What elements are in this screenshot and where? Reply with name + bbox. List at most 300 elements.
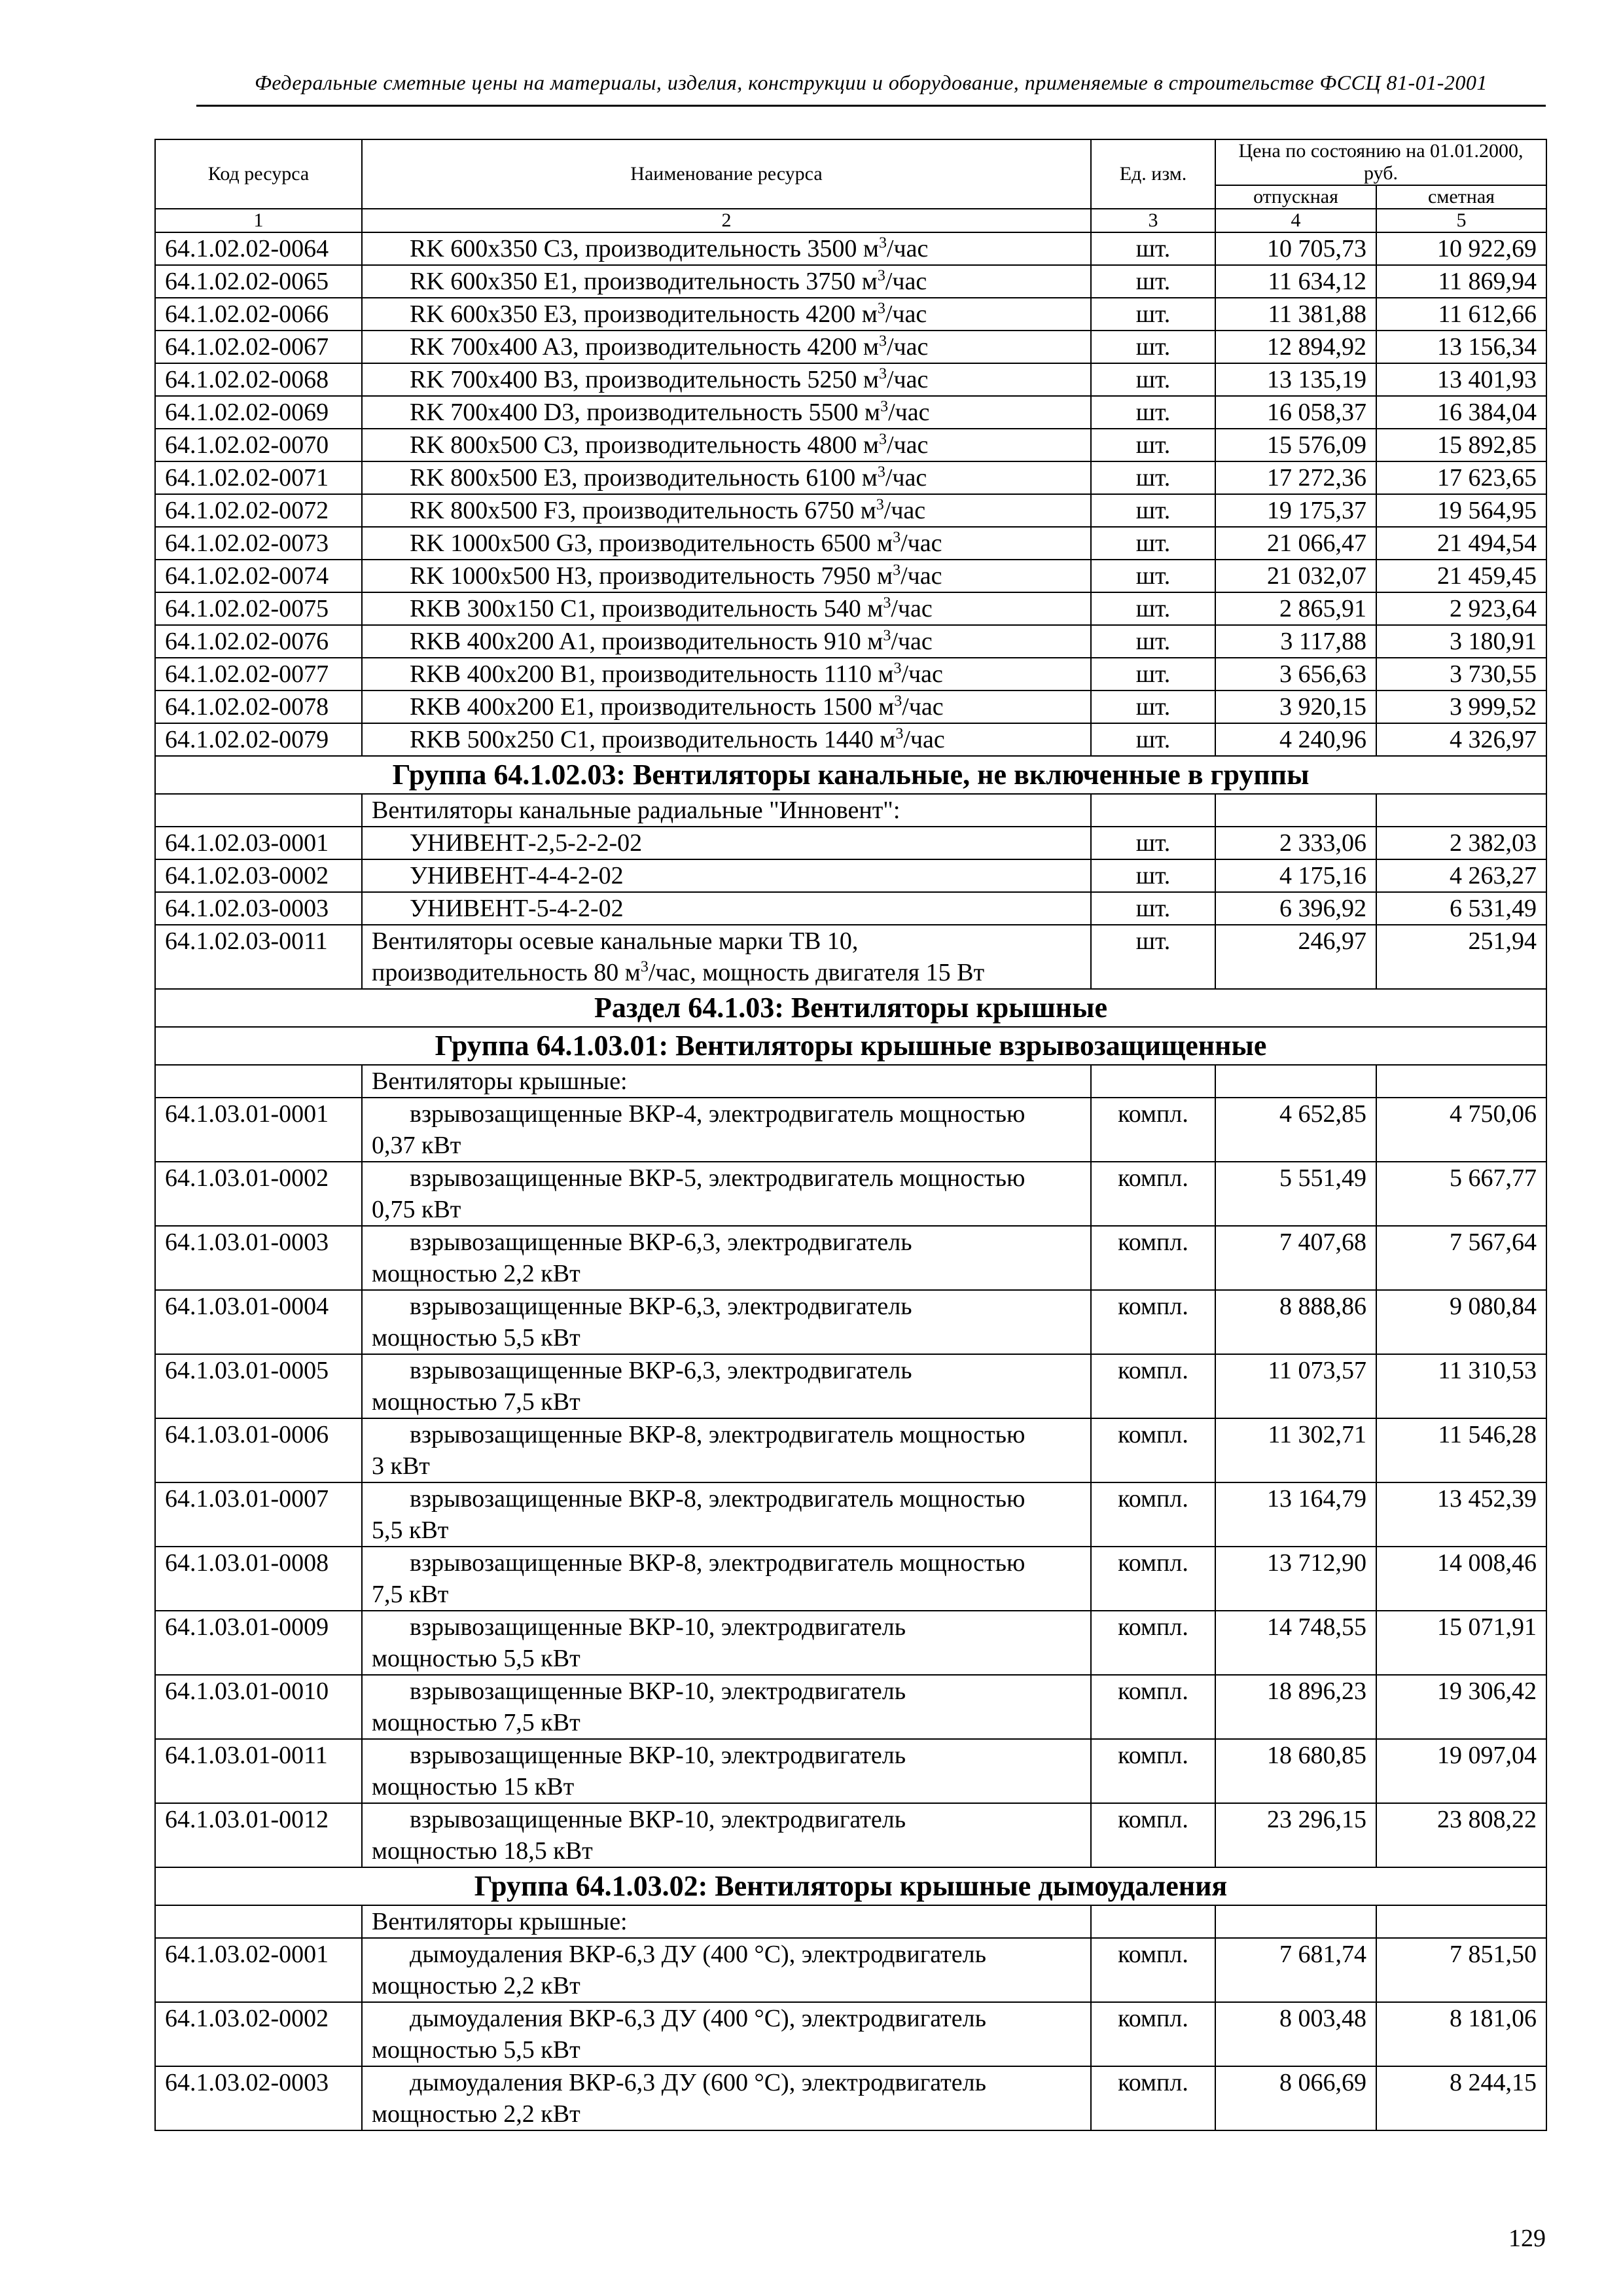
release-price: 3 920,15 <box>1215 691 1376 723</box>
resource-name-line1: дымоудаления ВКР-6,3 ДУ (600 °С), электродвигатель <box>410 2069 986 2096</box>
estimate-price: 15 071,91 <box>1376 1611 1546 1675</box>
table-row <box>155 494 1546 527</box>
resource-code: 64.1.03.02-0002 <box>155 2002 362 2066</box>
resource-name <box>362 658 1091 691</box>
table-row <box>155 1098 1546 1162</box>
resource-code: 64.1.03.01-0006 <box>155 1418 362 1482</box>
resource-name <box>362 298 1091 331</box>
estimate-price: 5 667,77 <box>1376 1162 1546 1226</box>
unit-cell: шт. <box>1091 298 1215 331</box>
cubic-superscript: 3 <box>878 431 887 448</box>
release-price: 2 865,91 <box>1215 592 1376 625</box>
resource-name <box>362 1675 1091 1739</box>
resource-name-line1: Вентиляторы осевые канальные марки ТВ 10, <box>372 927 859 955</box>
resource-name-unit: /час <box>901 529 942 557</box>
empty-code-cell <box>155 794 362 827</box>
table-row <box>155 723 1546 756</box>
group-64-1-02-03-title: Группа 64.1.02.03: Вентиляторы канальные, не включенные в группы <box>155 756 1546 794</box>
resource-code: 64.1.03.01-0010 <box>155 1675 362 1739</box>
release-price: 3 656,63 <box>1215 658 1376 691</box>
estimate-price: 13 156,34 <box>1376 331 1546 363</box>
resource-code: 64.1.02.02-0073 <box>155 527 362 560</box>
resource-name-line2: мощностью 2,2 кВт <box>372 1260 580 1287</box>
resource-name <box>362 429 1091 461</box>
resource-name <box>362 1547 1091 1611</box>
unit-cell: шт. <box>1091 396 1215 429</box>
release-price: 13 135,19 <box>1215 363 1376 396</box>
unit-cell: шт. <box>1091 691 1215 723</box>
estimate-price: 2 382,03 <box>1376 827 1546 859</box>
release-price: 4 240,96 <box>1215 723 1376 756</box>
release-price: 246,97 <box>1215 925 1376 989</box>
resource-code: 64.1.03.01-0012 <box>155 1803 362 1867</box>
resource-code: 64.1.03.01-0001 <box>155 1098 362 1162</box>
resource-name <box>362 363 1091 396</box>
section-64-1-03-title: Раздел 64.1.03: Вентиляторы крышные <box>155 989 1546 1027</box>
resource-name-line2: мощностью 15 кВт <box>372 1773 575 1801</box>
table-row <box>155 1938 1546 2002</box>
table-row <box>155 2066 1546 2130</box>
estimate-price: 10 922,69 <box>1376 232 1546 265</box>
header-code: Код ресурса <box>155 139 362 209</box>
resource-code: 64.1.03.01-0008 <box>155 1547 362 1611</box>
resource-name-unit: /час <box>901 660 943 688</box>
empty-code-cell <box>155 1065 362 1098</box>
unit-cell: компл. <box>1091 2066 1215 2130</box>
resource-name <box>362 331 1091 363</box>
estimate-price: 11 546,28 <box>1376 1418 1546 1482</box>
table-row <box>155 592 1546 625</box>
release-price: 18 896,23 <box>1215 1675 1376 1739</box>
release-price: 7 681,74 <box>1215 1938 1376 2002</box>
resource-name <box>362 691 1091 723</box>
table-row <box>155 560 1546 592</box>
table-row <box>155 461 1546 494</box>
resource-name-unit: /час <box>885 464 927 492</box>
resource-name-unit: /час <box>885 300 927 328</box>
estimate-price: 16 384,04 <box>1376 396 1546 429</box>
resource-name-line2: 5,5 кВт <box>372 1516 449 1544</box>
subheading-innovent-text: Вентиляторы канальные радиальные "Инновент": <box>362 794 1091 827</box>
resource-name <box>362 1290 1091 1354</box>
resource-code: 64.1.03.01-0009 <box>155 1611 362 1675</box>
resource-name <box>362 1162 1091 1226</box>
resource-name-line1: взрывозащищенные ВКР-10, электродвигатель <box>410 1806 906 1833</box>
release-price: 21 032,07 <box>1215 560 1376 592</box>
resource-name-unit: /час <box>901 562 942 590</box>
resource-name <box>362 592 1091 625</box>
cubic-superscript: 3 <box>893 562 901 579</box>
header-price: Цена по состоянию на 01.01.2000, руб. <box>1215 139 1546 185</box>
estimate-price: 19 564,95 <box>1376 494 1546 527</box>
resource-name-text: RKB 300x150 C1, производительность 540 м <box>410 595 883 622</box>
resource-name-line1: взрывозащищенные ВКР-6,3, электродвигатель <box>410 1229 912 1256</box>
release-price: 10 705,73 <box>1215 232 1376 265</box>
resource-name <box>362 560 1091 592</box>
resource-code: 64.1.02.02-0074 <box>155 560 362 592</box>
release-price: 5 551,49 <box>1215 1162 1376 1226</box>
resource-name-unit: /час <box>886 333 929 361</box>
release-price: 18 680,85 <box>1215 1739 1376 1803</box>
estimate-price: 13 401,93 <box>1376 363 1546 396</box>
release-price: 8 003,48 <box>1215 2002 1376 2066</box>
table-row <box>155 2002 1546 2066</box>
group-64-1-03-01 <box>155 1027 1546 1065</box>
table-row <box>155 1162 1546 1226</box>
table-row <box>155 396 1546 429</box>
unit-cell: компл. <box>1091 2002 1215 2066</box>
unit-cell: компл. <box>1091 1418 1215 1482</box>
resource-code: 64.1.03.01-0011 <box>155 1739 362 1803</box>
group-64-1-03-02-title: Группа 64.1.03.02: Вентиляторы крышные дымоудаления <box>155 1867 1546 1905</box>
page-number: 129 <box>1508 2225 1546 2252</box>
unit-cell: компл. <box>1091 1739 1215 1803</box>
estimate-price: 14 008,46 <box>1376 1547 1546 1611</box>
unit-cell: шт. <box>1091 527 1215 560</box>
estimate-price: 4 263,27 <box>1376 859 1546 892</box>
resource-name <box>362 265 1091 298</box>
resource-name-line2: мощностью 5,5 кВт <box>372 1324 580 1352</box>
resource-name: УНИВЕНТ-5-4-2-02 <box>362 892 1091 925</box>
resource-name <box>362 1098 1091 1162</box>
resource-name-unit: /час, мощность двигателя 15 Вт <box>648 959 985 986</box>
column-number-row <box>155 209 1546 232</box>
unit-cell: компл. <box>1091 1290 1215 1354</box>
empty-price-cell <box>1376 1905 1546 1938</box>
unit-cell: компл. <box>1091 1226 1215 1290</box>
resource-code: 64.1.02.02-0065 <box>155 265 362 298</box>
resource-name-line1: взрывозащищенные ВКР-5, электродвигатель мощностью <box>410 1164 1026 1192</box>
resource-code: 64.1.02.02-0072 <box>155 494 362 527</box>
resource-name-text: RK 600x350 E1, производительность 3750 м <box>410 268 878 295</box>
subheading-innovent <box>155 794 1546 827</box>
unit-cell: шт. <box>1091 494 1215 527</box>
estimate-price: 13 452,39 <box>1376 1482 1546 1547</box>
resource-name-line1: взрывозащищенные ВКР-10, электродвигатель <box>410 1742 906 1769</box>
resource-name-line1: взрывозащищенные ВКР-4, электродвигатель мощностью <box>410 1100 1026 1128</box>
page-running-header: Федеральные сметные цены на материалы, изделия, конструкции и оборудование, применяемые в строительстве ФССЦ 81-01-2001 <box>255 71 1488 94</box>
cubic-superscript: 3 <box>893 660 902 677</box>
estimate-price: 15 892,85 <box>1376 429 1546 461</box>
resource-name-line1: дымоудаления ВКР-6,3 ДУ (400 °С), электродвигатель <box>410 1941 986 1968</box>
unit-cell: шт. <box>1091 363 1215 396</box>
cubic-superscript: 3 <box>876 496 884 514</box>
resource-name <box>362 1226 1091 1290</box>
resource-name-line1: взрывозащищенные ВКР-8, электродвигатель мощностью <box>410 1421 1026 1448</box>
release-price: 21 066,47 <box>1215 527 1376 560</box>
unit-cell: шт. <box>1091 827 1215 859</box>
resource-code: 64.1.03.01-0004 <box>155 1290 362 1354</box>
empty-price-cell <box>1215 1065 1376 1098</box>
release-price: 14 748,55 <box>1215 1611 1376 1675</box>
empty-unit-cell <box>1091 794 1215 827</box>
resource-name <box>362 232 1091 265</box>
subheading-roof-fans-text: Вентиляторы крышные: <box>362 1065 1091 1098</box>
resource-name-text: RK 1000x500 G3, производительность 6500 м <box>410 529 893 557</box>
empty-price-cell <box>1376 1065 1546 1098</box>
empty-unit-cell <box>1091 1905 1215 1938</box>
unit-cell: шт. <box>1091 560 1215 592</box>
empty-code-cell <box>155 1905 362 1938</box>
unit-cell: шт. <box>1091 625 1215 658</box>
release-price: 23 296,15 <box>1215 1803 1376 1867</box>
unit-cell: компл. <box>1091 1611 1215 1675</box>
resource-name-line2: мощностью 5,5 кВт <box>372 1645 580 1672</box>
resource-name-text: RK 700x400 A3, производительность 4200 м <box>410 333 879 361</box>
group-64-1-03-02 <box>155 1867 1546 1905</box>
resource-code: 64.1.03.01-0002 <box>155 1162 362 1226</box>
estimate-price: 17 623,65 <box>1376 461 1546 494</box>
resource-name <box>362 925 1091 989</box>
resource-name-line2 <box>372 957 1081 988</box>
estimate-price: 4 750,06 <box>1376 1098 1546 1162</box>
resource-code: 64.1.02.02-0077 <box>155 658 362 691</box>
estimate-price: 19 306,42 <box>1376 1675 1546 1739</box>
table-row <box>155 429 1546 461</box>
resource-code: 64.1.02.02-0068 <box>155 363 362 396</box>
unit-cell: шт. <box>1091 658 1215 691</box>
resource-name-text: RK 700x400 D3, производительность 5500 м <box>410 399 881 426</box>
table-row <box>155 1226 1546 1290</box>
unit-cell: компл. <box>1091 1803 1215 1867</box>
resource-code: 64.1.02.02-0069 <box>155 396 362 429</box>
resource-code: 64.1.02.03-0003 <box>155 892 362 925</box>
table-row <box>155 527 1546 560</box>
unit-cell: шт. <box>1091 925 1215 989</box>
table-row <box>155 827 1546 859</box>
estimate-price: 21 459,45 <box>1376 560 1546 592</box>
resource-code: 64.1.02.02-0071 <box>155 461 362 494</box>
unit-cell: шт. <box>1091 232 1215 265</box>
estimate-price: 251,94 <box>1376 925 1546 989</box>
table-row <box>155 265 1546 298</box>
resource-name <box>362 625 1091 658</box>
resource-name-unit: /час <box>891 628 933 655</box>
resource-name-text: RK 1000x500 H3, производительность 7950 м <box>410 562 893 590</box>
resource-name: УНИВЕНТ-4-4-2-02 <box>362 859 1091 892</box>
estimate-price: 6 531,49 <box>1376 892 1546 925</box>
header-name: Наименование ресурса <box>362 139 1091 209</box>
resource-code: 64.1.02.02-0064 <box>155 232 362 265</box>
resource-code: 64.1.03.01-0005 <box>155 1354 362 1418</box>
unit-cell: шт. <box>1091 429 1215 461</box>
resource-name-line2: мощностью 7,5 кВт <box>372 1388 580 1416</box>
release-price: 17 272,36 <box>1215 461 1376 494</box>
resource-code: 64.1.02.02-0079 <box>155 723 362 756</box>
resource-name <box>362 1739 1091 1803</box>
resource-code: 64.1.02.02-0076 <box>155 625 362 658</box>
table-row <box>155 1611 1546 1675</box>
table-row <box>155 232 1546 265</box>
table-row <box>155 658 1546 691</box>
release-price: 7 407,68 <box>1215 1226 1376 1290</box>
release-price: 11 302,71 <box>1215 1418 1376 1482</box>
col-num-2: 2 <box>362 209 1091 232</box>
unit-cell: компл. <box>1091 1938 1215 2002</box>
estimate-price: 3 730,55 <box>1376 658 1546 691</box>
resource-name-unit: /час <box>883 497 926 524</box>
unit-cell: шт. <box>1091 859 1215 892</box>
resource-name <box>362 723 1091 756</box>
resource-name-unit: /час <box>886 366 929 393</box>
empty-unit-cell <box>1091 1065 1215 1098</box>
estimate-price: 11 310,53 <box>1376 1354 1546 1418</box>
resource-name-line1: взрывозащищенные ВКР-10, электродвигатель <box>410 1613 906 1641</box>
estimate-price: 8 181,06 <box>1376 2002 1546 2066</box>
resource-name <box>362 1938 1091 2002</box>
cubic-superscript: 3 <box>877 267 885 285</box>
empty-price-cell <box>1215 794 1376 827</box>
table-row <box>155 892 1546 925</box>
subheading-roof-fans-smoke-text: Вентиляторы крышные: <box>362 1905 1091 1938</box>
resource-name-line2: мощностью 5,5 кВт <box>372 2036 580 2064</box>
release-price: 8 066,69 <box>1215 2066 1376 2130</box>
empty-price-cell <box>1215 1905 1376 1938</box>
unit-cell: компл. <box>1091 1482 1215 1547</box>
release-price: 2 333,06 <box>1215 827 1376 859</box>
resource-name-line1: дымоудаления ВКР-6,3 ДУ (400 °С), электродвигатель <box>410 2005 986 2032</box>
resource-code: 64.1.03.01-0007 <box>155 1482 362 1547</box>
release-price: 13 712,90 <box>1215 1547 1376 1611</box>
cubic-superscript: 3 <box>878 332 887 350</box>
release-price: 11 381,88 <box>1215 298 1376 331</box>
release-price: 16 058,37 <box>1215 396 1376 429</box>
resource-code: 64.1.02.02-0078 <box>155 691 362 723</box>
resource-code: 64.1.02.03-0001 <box>155 827 362 859</box>
resource-name-text: RK 700x400 B3, производительность 5250 м <box>410 366 879 393</box>
header-rule <box>196 105 1546 107</box>
unit-cell: компл. <box>1091 1354 1215 1418</box>
resource-name-unit: /час <box>891 595 933 622</box>
table-row <box>155 1739 1546 1803</box>
resource-name-unit: /час <box>886 431 929 459</box>
cubic-superscript: 3 <box>878 234 887 252</box>
estimate-price: 7 851,50 <box>1376 1938 1546 2002</box>
estimate-price: 3 999,52 <box>1376 691 1546 723</box>
table-row <box>155 691 1546 723</box>
unit-cell: компл. <box>1091 1547 1215 1611</box>
col-num-4: 4 <box>1215 209 1376 232</box>
resource-name-line2: 0,75 кВт <box>372 1196 461 1223</box>
resource-name-line2: мощностью 2,2 кВт <box>372 1972 580 2000</box>
unit-cell: шт. <box>1091 461 1215 494</box>
group-64-1-02-03 <box>155 756 1546 794</box>
release-price: 8 888,86 <box>1215 1290 1376 1354</box>
table-row <box>155 859 1546 892</box>
resource-name-unit: /час <box>885 268 927 295</box>
cubic-superscript: 3 <box>894 692 902 710</box>
resource-name <box>362 461 1091 494</box>
resource-code: 64.1.02.02-0066 <box>155 298 362 331</box>
cubic-superscript: 3 <box>640 958 649 976</box>
estimate-price: 19 097,04 <box>1376 1739 1546 1803</box>
unit-cell: компл. <box>1091 1098 1215 1162</box>
release-price: 4 175,16 <box>1215 859 1376 892</box>
resource-name-line2: 0,37 кВт <box>372 1132 461 1159</box>
release-price: 11 073,57 <box>1215 1354 1376 1418</box>
resource-name-line2: 3 кВт <box>372 1452 430 1480</box>
resource-name-line1: взрывозащищенные ВКР-6,3, электродвигатель <box>410 1357 912 1384</box>
unit-cell: компл. <box>1091 1162 1215 1226</box>
resource-name-text: RK 600x350 C3, производительность 3500 м <box>410 235 879 262</box>
resource-code: 64.1.02.03-0002 <box>155 859 362 892</box>
resource-code: 64.1.03.02-0003 <box>155 2066 362 2130</box>
unit-cell: шт. <box>1091 723 1215 756</box>
resource-name-line1: взрывозащищенные ВКР-8, электродвигатель мощностью <box>410 1549 1026 1577</box>
resource-name-text: RKB 500x250 C1, производительность 1440 м <box>410 726 896 753</box>
table-row <box>155 1418 1546 1482</box>
resource-name-unit: /час <box>886 235 929 262</box>
resource-name <box>362 2002 1091 2066</box>
release-price: 3 117,88 <box>1215 625 1376 658</box>
table-row <box>155 1354 1546 1418</box>
cubic-superscript: 3 <box>877 300 885 317</box>
col-num-1: 1 <box>155 209 362 232</box>
resource-name <box>362 1482 1091 1547</box>
resource-name <box>362 1611 1091 1675</box>
cubic-superscript: 3 <box>883 627 891 645</box>
resource-name-unit: /час <box>903 726 945 753</box>
unit-cell: шт. <box>1091 265 1215 298</box>
resource-name <box>362 1803 1091 1867</box>
unit-cell: шт. <box>1091 892 1215 925</box>
header-release-price: отпускная <box>1215 185 1376 209</box>
resource-name-line1: взрывозащищенные ВКР-8, электродвигатель мощностью <box>410 1485 1026 1513</box>
release-price: 4 652,85 <box>1215 1098 1376 1162</box>
release-price: 19 175,37 <box>1215 494 1376 527</box>
cubic-superscript: 3 <box>880 398 889 416</box>
resource-code: 64.1.02.02-0075 <box>155 592 362 625</box>
table-row <box>155 363 1546 396</box>
resource-name-line1: взрывозащищенные ВКР-6,3, электродвигатель <box>410 1293 912 1320</box>
cubic-superscript: 3 <box>883 594 891 612</box>
resource-name-line2: мощностью 18,5 кВт <box>372 1837 593 1865</box>
unit-cell: шт. <box>1091 592 1215 625</box>
subheading-roof-fans <box>155 1065 1546 1098</box>
cubic-superscript: 3 <box>877 463 885 481</box>
table-row <box>155 1547 1546 1611</box>
subheading-roof-fans-smoke <box>155 1905 1546 1938</box>
table-row <box>155 625 1546 658</box>
resource-name-text: RKB 400x200 A1, производительность 910 м <box>410 628 883 655</box>
resource-name <box>362 494 1091 527</box>
price-table <box>154 139 1547 2131</box>
header-unit: Ед. изм. <box>1091 139 1215 209</box>
table-row <box>155 1482 1546 1547</box>
resource-name <box>362 1354 1091 1418</box>
resource-name-text: RK 800x500 C3, производительность 4800 м <box>410 431 879 459</box>
resource-name-unit: /час <box>902 693 944 721</box>
table-row <box>155 925 1546 989</box>
cubic-superscript: 3 <box>893 529 901 547</box>
estimate-price: 2 923,64 <box>1376 592 1546 625</box>
estimate-price: 11 612,66 <box>1376 298 1546 331</box>
release-price: 11 634,12 <box>1215 265 1376 298</box>
estimate-price: 7 567,64 <box>1376 1226 1546 1290</box>
section-64-1-03 <box>155 989 1546 1027</box>
resource-name-line2: 7,5 кВт <box>372 1581 449 1608</box>
resource-code: 64.1.03.02-0001 <box>155 1938 362 2002</box>
unit-cell: компл. <box>1091 1675 1215 1739</box>
resource-name-text: RK 600x350 E3, производительность 4200 м <box>410 300 878 328</box>
resource-code: 64.1.02.03-0011 <box>155 925 362 989</box>
resource-name-text: RK 800x500 E3, производительность 6100 м <box>410 464 878 492</box>
group-64-1-03-01-title: Группа 64.1.03.01: Вентиляторы крышные взрывозащищенные <box>155 1027 1546 1065</box>
estimate-price: 9 080,84 <box>1376 1290 1546 1354</box>
estimate-price: 23 808,22 <box>1376 1803 1546 1867</box>
table-row <box>155 1803 1546 1867</box>
estimate-price: 4 326,97 <box>1376 723 1546 756</box>
